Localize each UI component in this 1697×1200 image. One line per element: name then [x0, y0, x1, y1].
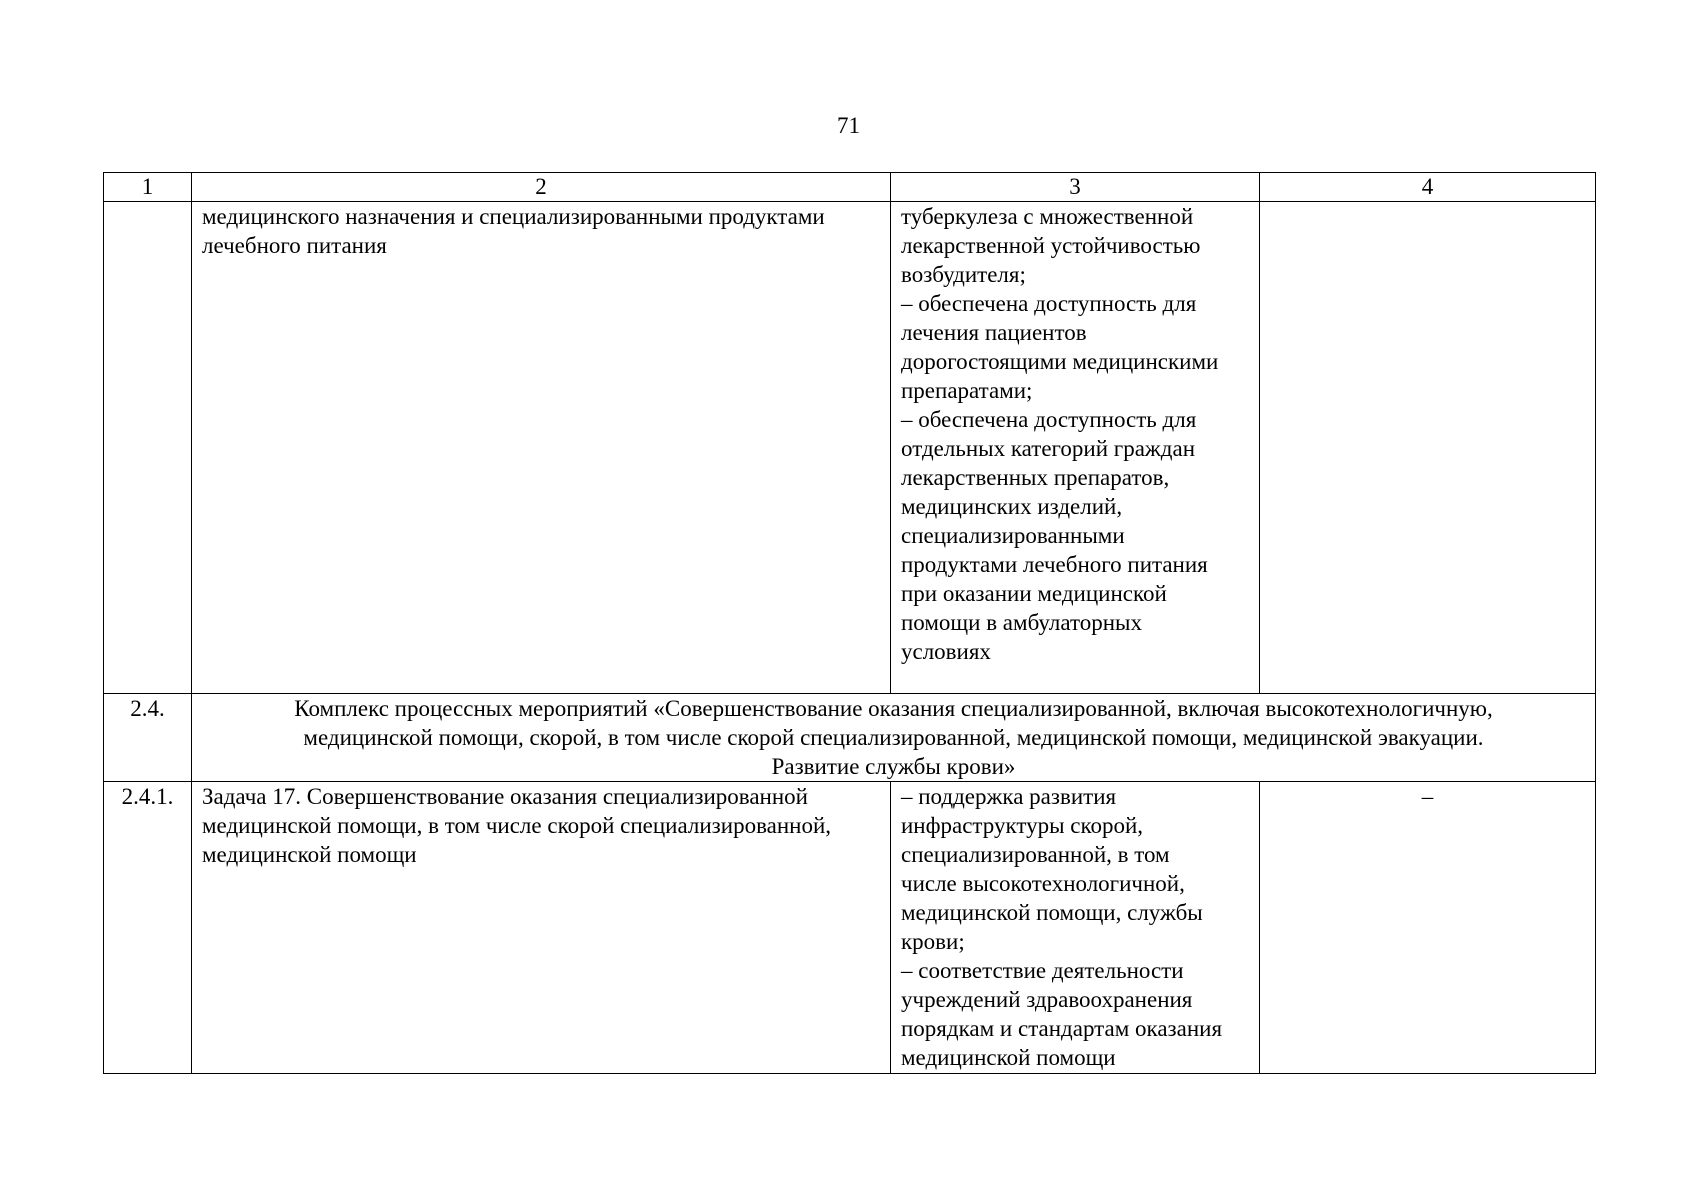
program-table [103, 172, 1596, 1074]
section-heading-line: Комплекс процессных мероприятий «Совершенствование оказания специализированной, включая высокотехнологичную, [294, 696, 1493, 721]
row-number-cell: 2.4. [104, 694, 192, 782]
result-text-line: порядкам и стандартам оказания [901, 1016, 1223, 1041]
link-cell [1260, 202, 1596, 694]
result-text-line: инфраструктуры скорой, [901, 813, 1144, 838]
header-cell-3: 3 [891, 173, 1260, 202]
table-row [104, 782, 1596, 1074]
result-text-line: продуктами лечебного питания [901, 552, 1208, 577]
result-text-line: дорогостоящими медицинскими [901, 349, 1219, 374]
section-heading-cell [192, 694, 1596, 782]
link-cell: – [1260, 782, 1596, 1074]
result-text-line: – обеспечена доступность для [901, 291, 1197, 316]
result-text-line: – поддержка развития [901, 784, 1117, 809]
table-row [104, 202, 1596, 694]
result-text-line: препаратами; [901, 378, 1033, 403]
header-cell-4: 4 [1260, 173, 1596, 202]
task-text-line: лечебного питания [202, 233, 387, 258]
result-text-line: туберкулеза с множественной [901, 204, 1194, 229]
result-text-line: медицинской помощи, службы [901, 900, 1203, 925]
result-text-line: учреждений здравоохранения [901, 987, 1193, 1012]
result-text-line: помощи в амбулаторных [901, 610, 1142, 635]
result-text-line: возбудителя; [901, 262, 1026, 287]
row-number-cell: 2.4.1. [104, 782, 192, 1074]
result-text-line: – обеспечена доступность для [901, 407, 1197, 432]
result-cell [891, 202, 1260, 694]
row-number-cell [104, 202, 192, 694]
task-text-line: медицинской помощи, в том числе скорой специализированной, [202, 813, 832, 838]
result-text-line: медицинской помощи [901, 1045, 1116, 1070]
result-text-line: специализированной, в том [901, 842, 1170, 867]
task-cell [192, 202, 891, 694]
result-text-line: лекарственных препаратов, [901, 465, 1170, 490]
section-heading-line: Развитие службы крови» [771, 754, 1016, 779]
result-text-line: лечения пациентов [901, 320, 1087, 345]
page-number: 71 [837, 113, 860, 138]
task-text-line: медицинской помощи [202, 842, 417, 867]
result-text-line: числе высокотехнологичной, [901, 871, 1185, 896]
result-text-line: медицинских изделий, [901, 494, 1123, 519]
result-text-line: отдельных категорий граждан [901, 436, 1196, 461]
table-row [104, 694, 1596, 782]
result-text-line: лекарственной устойчивостью [901, 233, 1201, 258]
result-cell [891, 782, 1260, 1074]
task-text-line: Задача 17. Совершенствование оказания специализированной [202, 784, 808, 809]
task-text-line: медицинского назначения и специализированными продуктами [202, 204, 825, 229]
header-cell-2: 2 [192, 173, 891, 202]
task-cell [192, 782, 891, 1074]
result-text-line: – соответствие деятельности [901, 958, 1184, 983]
section-heading-line: медицинской помощи, скорой, в том числе скорой специализированной, медицинской помощи, медицинской эвакуации. [303, 725, 1484, 750]
table-header-row [104, 173, 1596, 202]
result-text-line: специализированными [901, 523, 1125, 548]
result-text-line: при оказании медицинской [901, 581, 1167, 606]
header-cell-1: 1 [104, 173, 192, 202]
result-text-line: условиях [901, 639, 991, 664]
result-text-line: крови; [901, 929, 965, 954]
